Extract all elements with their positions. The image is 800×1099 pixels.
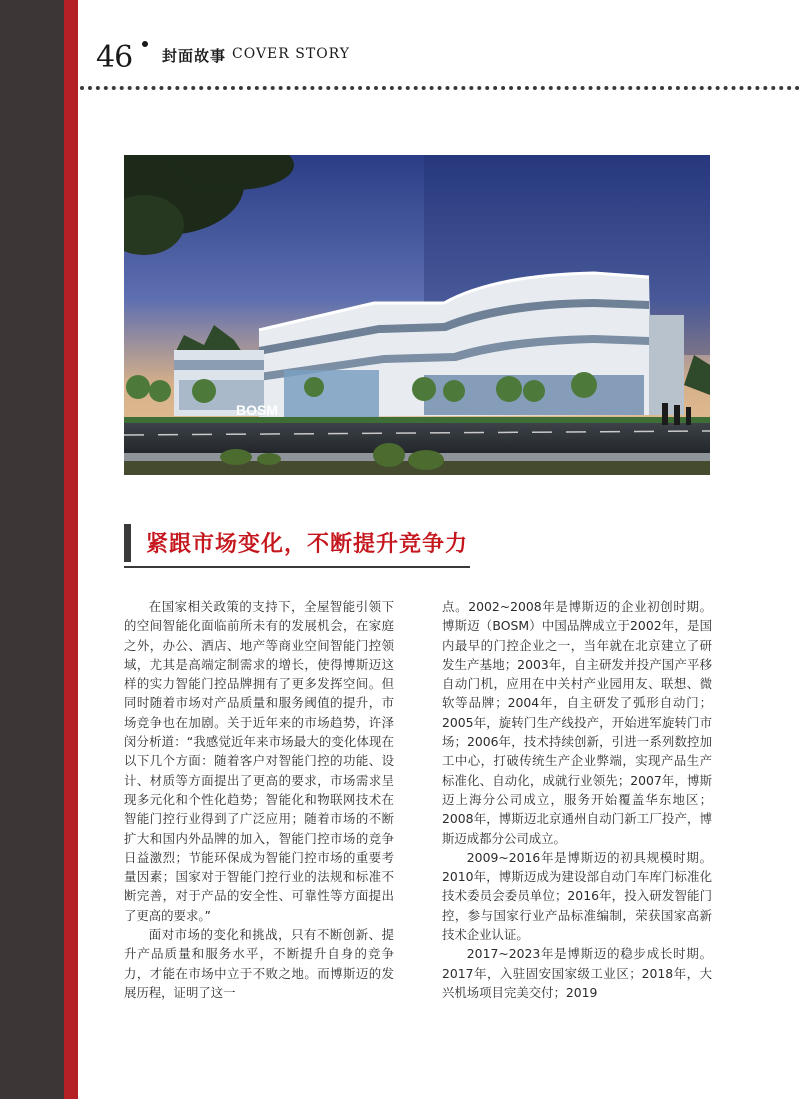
article-paragraph: 点。2002~2008年是博斯迈的企业初创时期。博斯迈（BOSM）中国品牌成立于2002年，是国内最早的门控企业之一，当年就在北京建立了研发生产基地；2003年，自主研发并投产国产平移自动门机，应用在中关村产业园用友、联想、微软等品牌；2004年，自主研发了弧形自动门；2005年，旋转门生产线投产，开始进军旋转门市场；2006年，技术持续创新，引进一系列数控加工中心，打破传统生产企业弊端，实现产品生产标准化、自动化，成就行业领先；2007年，博斯迈上海分公司成立，服务开始覆盖华东地区；2008年，博斯迈北京通州自动门新工厂投产，博斯迈成都分公司成立。: [442, 599, 712, 846]
section-title-en: COVER STORY: [232, 46, 351, 62]
article-paragraph: 2017~2023年是博斯迈的稳步成长时期。2017年，入驻固安国家级工业区；2018年，大兴机场项目完美交付；2019: [442, 946, 712, 1000]
section-heading: 紧跟市场变化，不断提升竞争力: [146, 531, 469, 557]
article-column-right: [442, 597, 712, 1027]
header-bullet-dot: [142, 41, 148, 47]
spine-red-band: [64, 0, 78, 1099]
article-paragraph: 在国家相关政策的支持下，全屋智能引领下的空间智能化面临前所未有的发展机会，在家庭之外，办公、酒店、地产等商业空间智能门控领域，尤其是高端定制需求的增长，使得博斯迈这样的实力智能门控品牌拥有了更多发挥空间。但同时随着市场对产品质量和服务阈值的提升，市场竞争也在加剧。关于近年来的市场趋势，许泽闵分析道：“我感觉近年来市场最大的变化体现在以下几个方面：随着客户对智能门控的功能、设计、材质等方面提出了更高的要求，市场需求呈现多元化和个性化趋势；智能化和物联网技术在智能门控行业得到了广泛应用；随着市场的不断扩大和国内外品牌的加入，智能门控市场的竞争日益激烈；节能环保成为智能门控市场的重要考量因素；国家对于智能门控行业的法规和标准不断完善，对于产品的安全性、可靠性等方面提出了更高的要求。”: [124, 599, 394, 923]
page-number: 46: [96, 40, 133, 75]
article-paragraph: 2009~2016年是博斯迈的初具规模时期。2010年，博斯迈成为建设部自动门车库门标准化技术委员会委员单位；2016年，投入研发智能门控，参与国家行业产品标准编制，荣获国家高新技术企业认证。: [442, 849, 712, 943]
spine-dark-band: [0, 0, 64, 1099]
heading-underline: [124, 566, 470, 568]
header-dotted-rule: [80, 86, 800, 90]
article-paragraph: 面对市场的变化和挑战，只有不断创新、提升产品质量和服务水平，不断提升自身的竞争力，才能在市场中立于不败之地。而博斯迈的发展历程，证明了这一: [124, 927, 394, 1000]
article-column-left: [124, 597, 394, 1027]
building-illustration: [124, 155, 710, 475]
section-title-cn: 封面故事: [162, 47, 227, 65]
building-sign-text: BOSM: [236, 402, 278, 418]
building-photo: [124, 155, 710, 475]
heading-accent-bar: [124, 524, 131, 562]
